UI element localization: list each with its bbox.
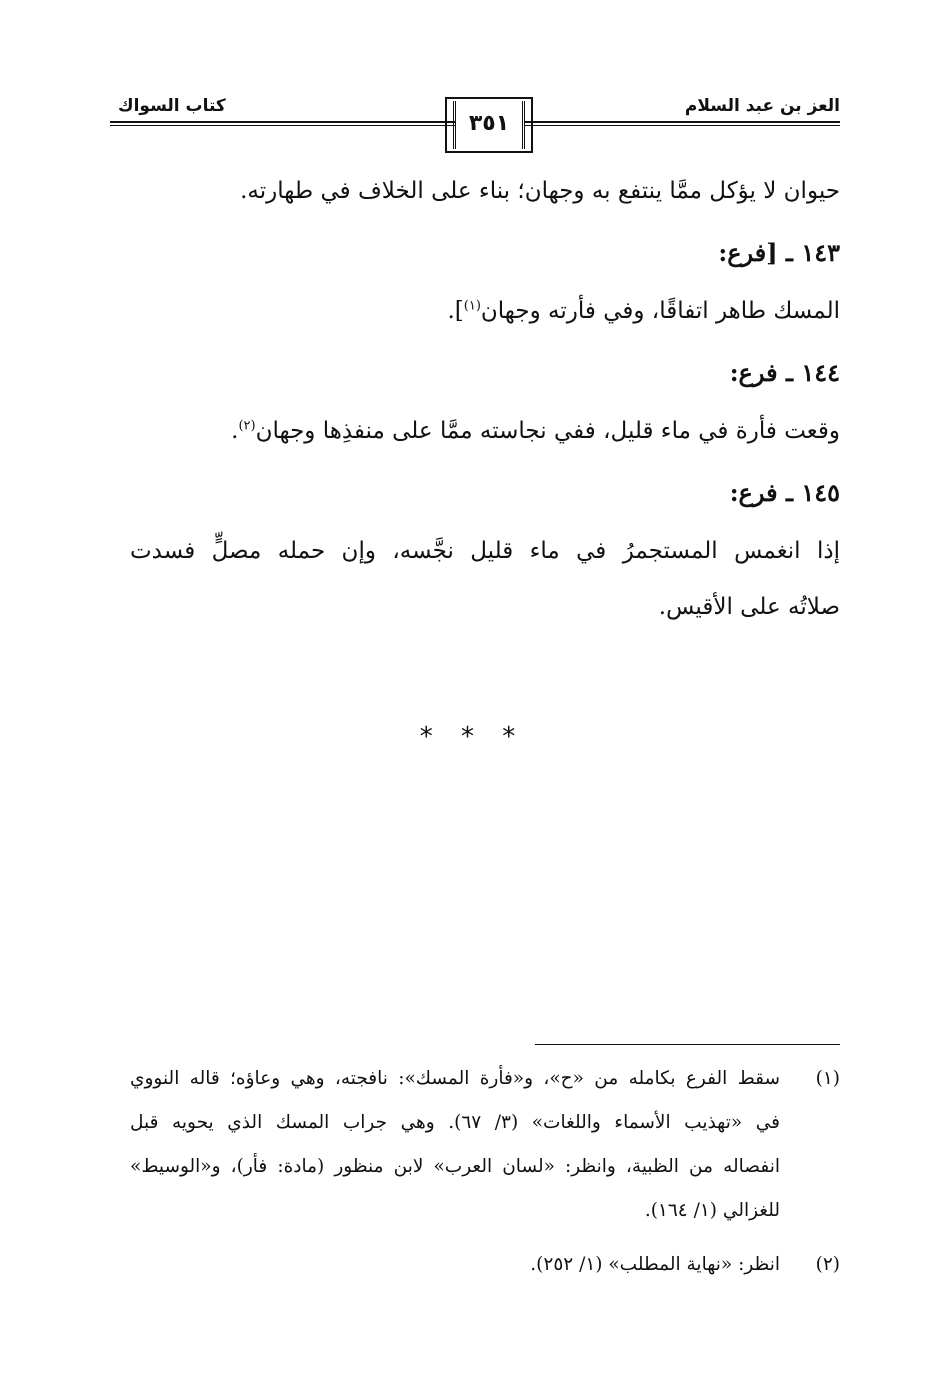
- paragraph-144-text: وقعت فأرة في ماء قليل، ففي نجاسته ممَّا على منفذِها وجهان: [255, 418, 840, 444]
- header-rule-left: [110, 121, 455, 126]
- footnote-1-text-3: انفصاله من الظبية، وانظر: «لسان العرب» لابن منظور (مادة: فأر)، و«الوسيط»: [130, 1156, 780, 1177]
- footnote-1-text-1: سقط الفرع بكامله من «ح»، و«فأرة المسك»: نافجته، وهي وعاؤه؛ قاله النووي: [130, 1068, 780, 1089]
- paragraph-143-text: المسك طاهر اتفاقًا، وفي فأرته وجهان: [480, 298, 840, 324]
- paragraph-145-line-2: صلاتُه على الأقيس.: [658, 594, 840, 620]
- section-separator-stars: * * *: [419, 722, 526, 752]
- section-heading-145: ١٤٥ ـ فرع:: [729, 478, 840, 507]
- footnote-ref-2: (٢): [238, 418, 256, 434]
- section-heading-143: ١٤٣ ـ [فرع:: [718, 238, 840, 267]
- footnote-1-number: (١): [815, 1068, 840, 1089]
- footnote-1-text-2: في «تهذيب الأسماء واللغات» (٣/ ٦٧). وهي جراب المسك الذي يحويه قبل: [130, 1112, 780, 1133]
- paragraph-143: [447, 298, 840, 324]
- paragraph-144-end: .: [231, 418, 239, 444]
- footnote-2-number: (٢): [815, 1254, 840, 1275]
- section-heading-144: ١٤٤ ـ فرع:: [729, 358, 840, 387]
- paragraph-143-end: ].: [447, 298, 464, 324]
- body-line-1: حيوان لا يؤكل ممَّا ينتفع به وجهان؛ بناء على الخلاف في طهارته.: [240, 178, 840, 204]
- header-rule-right: [525, 121, 840, 126]
- page-number-frame: [445, 97, 533, 153]
- footnote-2-text: انظر: «نهاية المطلب» (١/ ٢٥٢).: [530, 1254, 780, 1275]
- paragraph-144: [231, 418, 840, 444]
- page-number: ٣٥١: [468, 111, 510, 136]
- running-header-author: العز بن عبد السلام: [684, 96, 840, 116]
- paragraph-145-line-1: إذا انغمس المستجمرُ في ماء قليل نجَّسه، وإن حمله مصلٍّ فسدت: [130, 538, 840, 564]
- footnote-1-text-4: للغزالي (١/ ١٦٤).: [644, 1200, 780, 1221]
- footnote-separator-rule: [535, 1044, 840, 1045]
- footnote-ref-1: (١): [463, 298, 481, 314]
- running-header-book-title: كتاب السواك: [118, 96, 226, 116]
